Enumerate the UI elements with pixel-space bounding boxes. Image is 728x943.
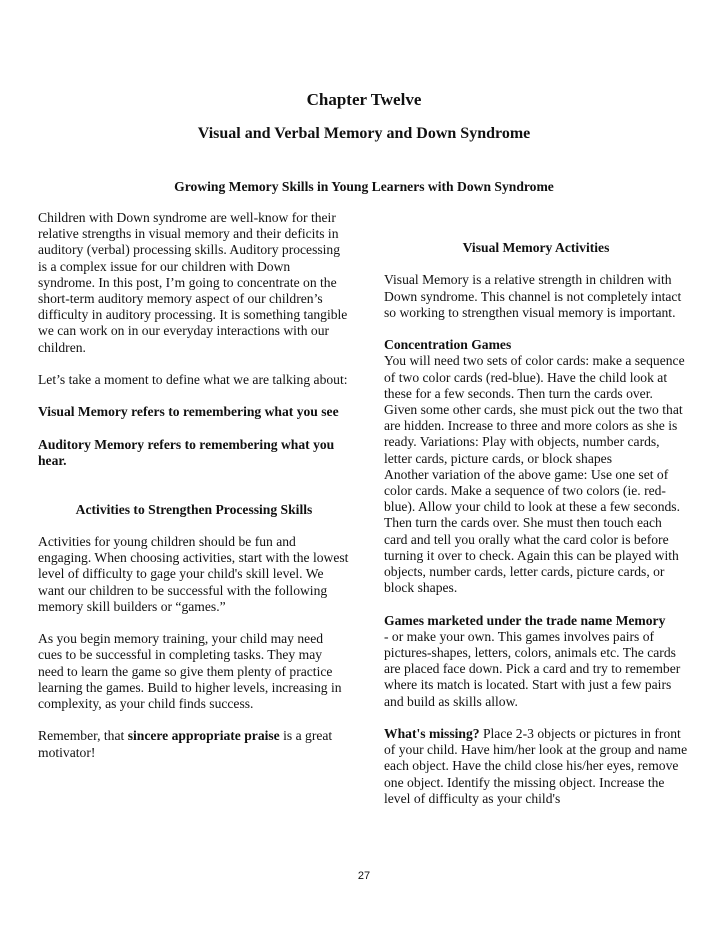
memory-game-paragraph: - or make your own. This games involves pairs of pictures-shapes, letters, colors, animals etc. The cards are placed face down. Pick a card and try to remember where its match is located. Start with just a few pairs and build as skills allow. (384, 628, 681, 709)
left-column (38, 210, 350, 761)
praise-emphasis: sincere appropriate praise (127, 728, 280, 744)
concentration-paragraph-1: You will need two sets of color cards: make a sequence of two color cards (red-blue). Have the child look at these for a few seconds. Then turn the cards over. Given some other cards, she must pick out the two that are hidden. Increase to three and more colors as she is ready. Variations: Play with objects, number cards, letter cards, picture cards, or block shapes (384, 353, 685, 466)
page-number: 27 (357, 870, 371, 882)
visual-intro-paragraph: Visual Memory is a relative strength in children with Down syndrome. This channel is not completely intact so working to strengthen visual memory is important. (384, 272, 682, 320)
article-subtitle: Growing Memory Skills in Young Learners with Down Syndrome (174, 179, 554, 194)
visual-activities-heading: Visual Memory Activities (462, 240, 610, 255)
chapter-title: Visual and Verbal Memory and Down Syndrome (197, 125, 531, 142)
praise-paragraph (38, 728, 350, 760)
chapter-number: Chapter Twelve (306, 90, 422, 109)
whats-missing-paragraph (384, 726, 688, 807)
right-column (384, 240, 688, 807)
whats-missing-text: Place 2-3 objects or pictures in front of your child. Have him/her look at the group and name each object. Have the child close his/her eyes, remove one object. Identify the missing object. Increase the level of difficulty as your child's (384, 726, 688, 806)
intro-paragraph: Children with Down syndrome are well-know for their relative strengths in visual memory and their deficits in auditory (verbal) processing skills. Auditory processing is a complex issue for our children with Down syndrome. In this post, I’m going to concentrate on the short-term auditory memory aspect of our children’s difficulty in auditory processing. It is something tangible we can work on in our everyday interactions with our children. (38, 210, 348, 355)
activities-heading: Activities to Strengthen Processing Skills (75, 501, 313, 517)
activities-paragraph-1: Activities for young children should be fun and engaging. When choosing activities, start with the lowest level of difficulty to gage your child's skill level. We want our children to be successful with the following memory skill builders or “games.” (38, 533, 349, 614)
whats-missing-title: What's missing? (384, 726, 480, 742)
praise-prefix: Remember, that (38, 728, 128, 744)
concentration-games-title: Concentration Games (384, 337, 512, 353)
define-paragraph: Let’s take a moment to define what we are talking about: (38, 372, 348, 388)
praise-suffix: is a great motivator! (38, 728, 333, 760)
auditory-memory-definition: Auditory Memory refers to remembering what you hear. (38, 436, 335, 468)
concentration-paragraph-2: Another variation of the above game: Use one set of color cards. Make a sequence of two colors (ie. red-blue). Allow your child to look at these a few seconds. Then turn the cards over. She must then touch each card and tell you orally what the card color is before turning it over to check. Again this can be played with objects, number cards, letter cards, picture cards, or block shapes. (384, 466, 680, 596)
memory-game-title: Games marketed under the trade name Memory (384, 612, 666, 628)
activities-paragraph-2: As you begin memory training, your child may need cues to be successful in completing tasks. They may need to learn the game so give them plenty of practice learning the games. Build to higher levels, increasing in complexity, as your child finds success. (38, 631, 342, 711)
visual-memory-definition: Visual Memory refers to remembering what you see (38, 404, 339, 420)
